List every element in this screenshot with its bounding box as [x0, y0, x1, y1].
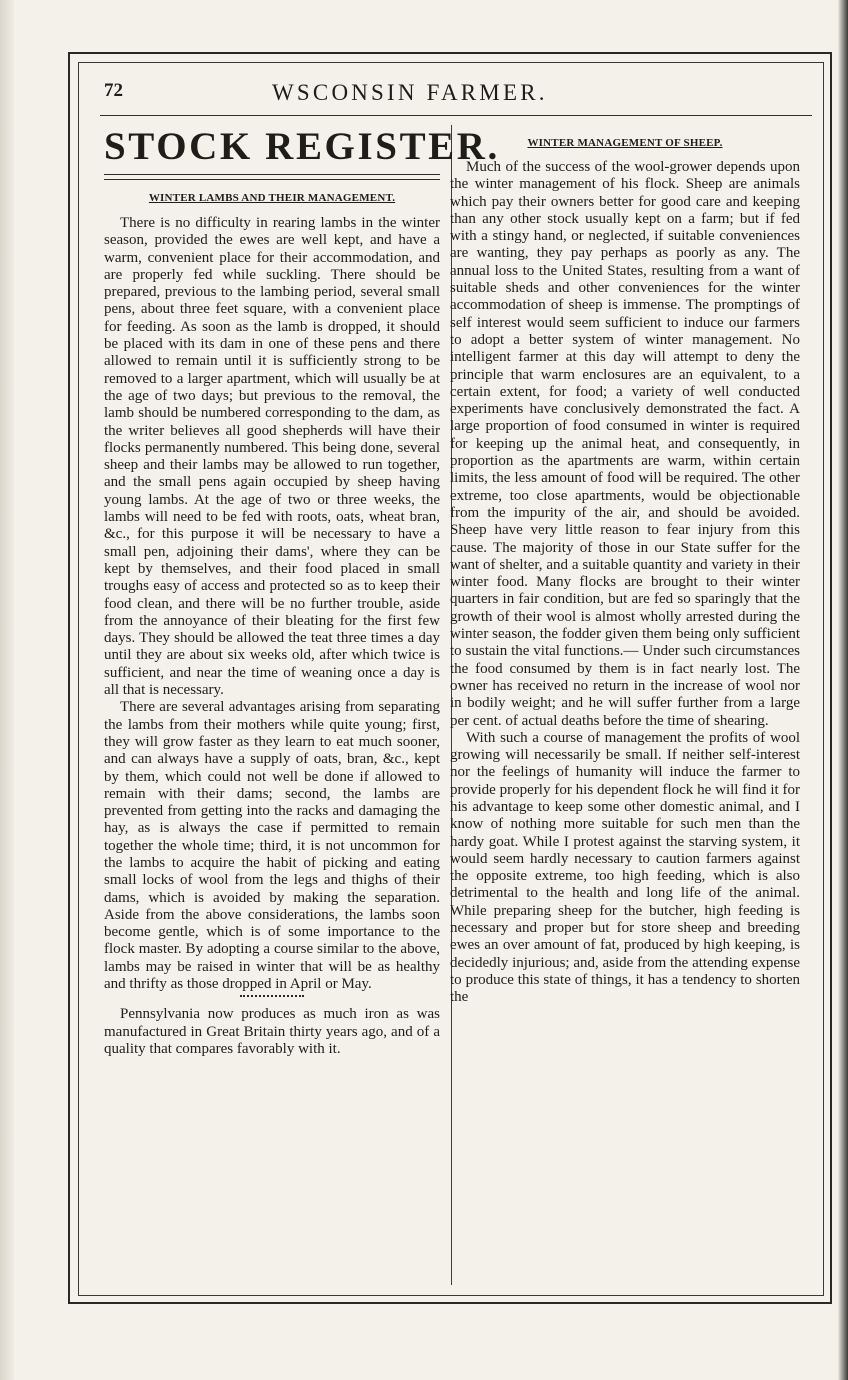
article-paragraph: Much of the success of the wool-grower depends upon the winter management of his flock. Sheep are animals which pay their owners better for good care and keeping than any other stock usually kept on a farm; but if fed with a stingy hand, or neglected, if suitable conveniences are wanting, they pay perhaps as poorly as any. The annual loss to the United States, resulting from a want of suitable sheds and other conveniences for the winter accommodation of sheep is immense. The promptings of self interest would seem sufficient to induce our farmers to adopt a better system of winter management. No intelligent farmer at this day will attempt to deny the principle that warm enclosures are an equivalent, to a certain extent, for food; a variety of well conducted experiments have conclusively demonstrated the fact. A large proportion of food consumed in winter is required for keeping up the animal heat, and consequently, in proportion as the apartments are warm, within certain limits, the less amount of food will be required. The other extreme, too close apartments, would be objectionable from the impurity of the air, and should be avoided. Sheep have very little reason to fear injury from this cause. The majority of those in our State suffer for the want of shelter, and a suitable quantity and variety in their winter food. Many flocks are brought to their winter quarters in fair condition, but are fed so sparingly that the growth of their wool is almost wholly arrested during the winter season, the fodder given them being only sufficient to sustain the vital functions.— Under such circumstances the food consumed by them is in fact nearly lost. The owner has received no return in the increase of wool nor in bodily weight; and he will suffer further from a large per cent. of actual deaths before the time of shearing. — [450, 159, 800, 729]
masthead-rule — [100, 115, 812, 116]
section-title-rule — [104, 174, 440, 180]
article-paragraph: There are several advantages arising from separating the lambs from their mothers while quite young; first, they will grow faster as they learn to eat much sooner, and can always have a supply of oats, bran, &c., kept by them, which could not well be done if allowed to remain with their dams; second, the lambs are prevented from getting into the racks and damaging the hay, as is always the case if permitted to remain together the whole time; third, it is not uncommon for the lambs to acquire the habit of picking and eating small locks of wool from the legs and thighs of their dams, which is avoided by making the separation. Aside from the above considerations, the lambs soon become gentle, which is of some importance to the flock master. By adopting a course similar to the above, lambs may be raised in winter that will be as healthy and thrifty as those dropped in April or May. — [104, 699, 440, 993]
article-title-winter-sheep: WINTER MANAGEMENT OF SHEEP. — [527, 137, 723, 149]
article-paragraph: There is no difficulty in rearing lambs in the winter season, provided the ewes are well kept, and have a warm, convenient place for their accommodation, and are properly fed while suckling. There should be prepared, previous to the lambing period, several small pens, about three feet square, with a convenient place for feeding. As soon as the lamb is dropped, it should be placed with its dam in one of these pens and there allowed to remain until it is sufficiently strong to be removed to a larger apartment, which will usually be at the age of two days; but previous to the removal, the lamb should be numbered corresponding to the dam, as the writer believes all good shepherds will have their flocks permanently numbered. This being done, several sheep and their lambs may be allowed to run together, and the small pens again occupied by sheep having young lambs. At the age of two or three weeks, the lambs will need to be fed with roots, oats, wheat bran, &c., for this purpose it will be necessary to have a small pen, adjoining their dams', where they can be kept by themselves, and their food placed in small troughs easy of access and protected so as to keep their food clean, and there will be no further trouble, aside from the annoyance of their bleating for the first few days. They should be allowed the teat three times a day until they are about six weeks old, after which twice is sufficient, and near the time of weaning once a day is all that is necessary. — [104, 215, 440, 699]
section-title: STOCK REGISTER. — [104, 125, 500, 168]
scan-edge-left — [0, 0, 14, 1380]
article-title-winter-lambs: WINTER LAMBS AND THEIR MANAGEMENT. — [148, 192, 396, 204]
left-column — [104, 124, 500, 1058]
page-number: 72 — [104, 80, 123, 101]
masthead-title: WSCONSIN FARMER. — [272, 80, 548, 105]
separator-ornament — [240, 995, 304, 997]
scan-edge-right — [838, 0, 848, 1380]
right-column — [450, 124, 800, 1007]
article-paragraph: Pennsylvania now produces as much iron as was manufactured in Great Britain thirty years ago, and of a quality that compares favorably with it. — [104, 1006, 440, 1057]
article-paragraph: With such a course of management the profits of wool growing will necessarily be small. If neither self-interest nor the feelings of humanity will induce the farmer to provide properly for his dependent flock he will find it for his advantage to keep some other domestic animal, and I know of nothing more suitable for such men than the hardy goat. While I protest against the starving system, it would seem hardly necessary to caution farmers against the opposite extreme, too high feeding, which is also detrimental to the health and long life of the animal. While preparing sheep for the butcher, high feeding is necessary and proper but for store sheep and breeding ewes an over amount of fat, produced by high keeping, is decidedly injurious; and, aside from the attending expense to produce this state of things, it has a tendency to shorten the — [450, 729, 800, 1006]
